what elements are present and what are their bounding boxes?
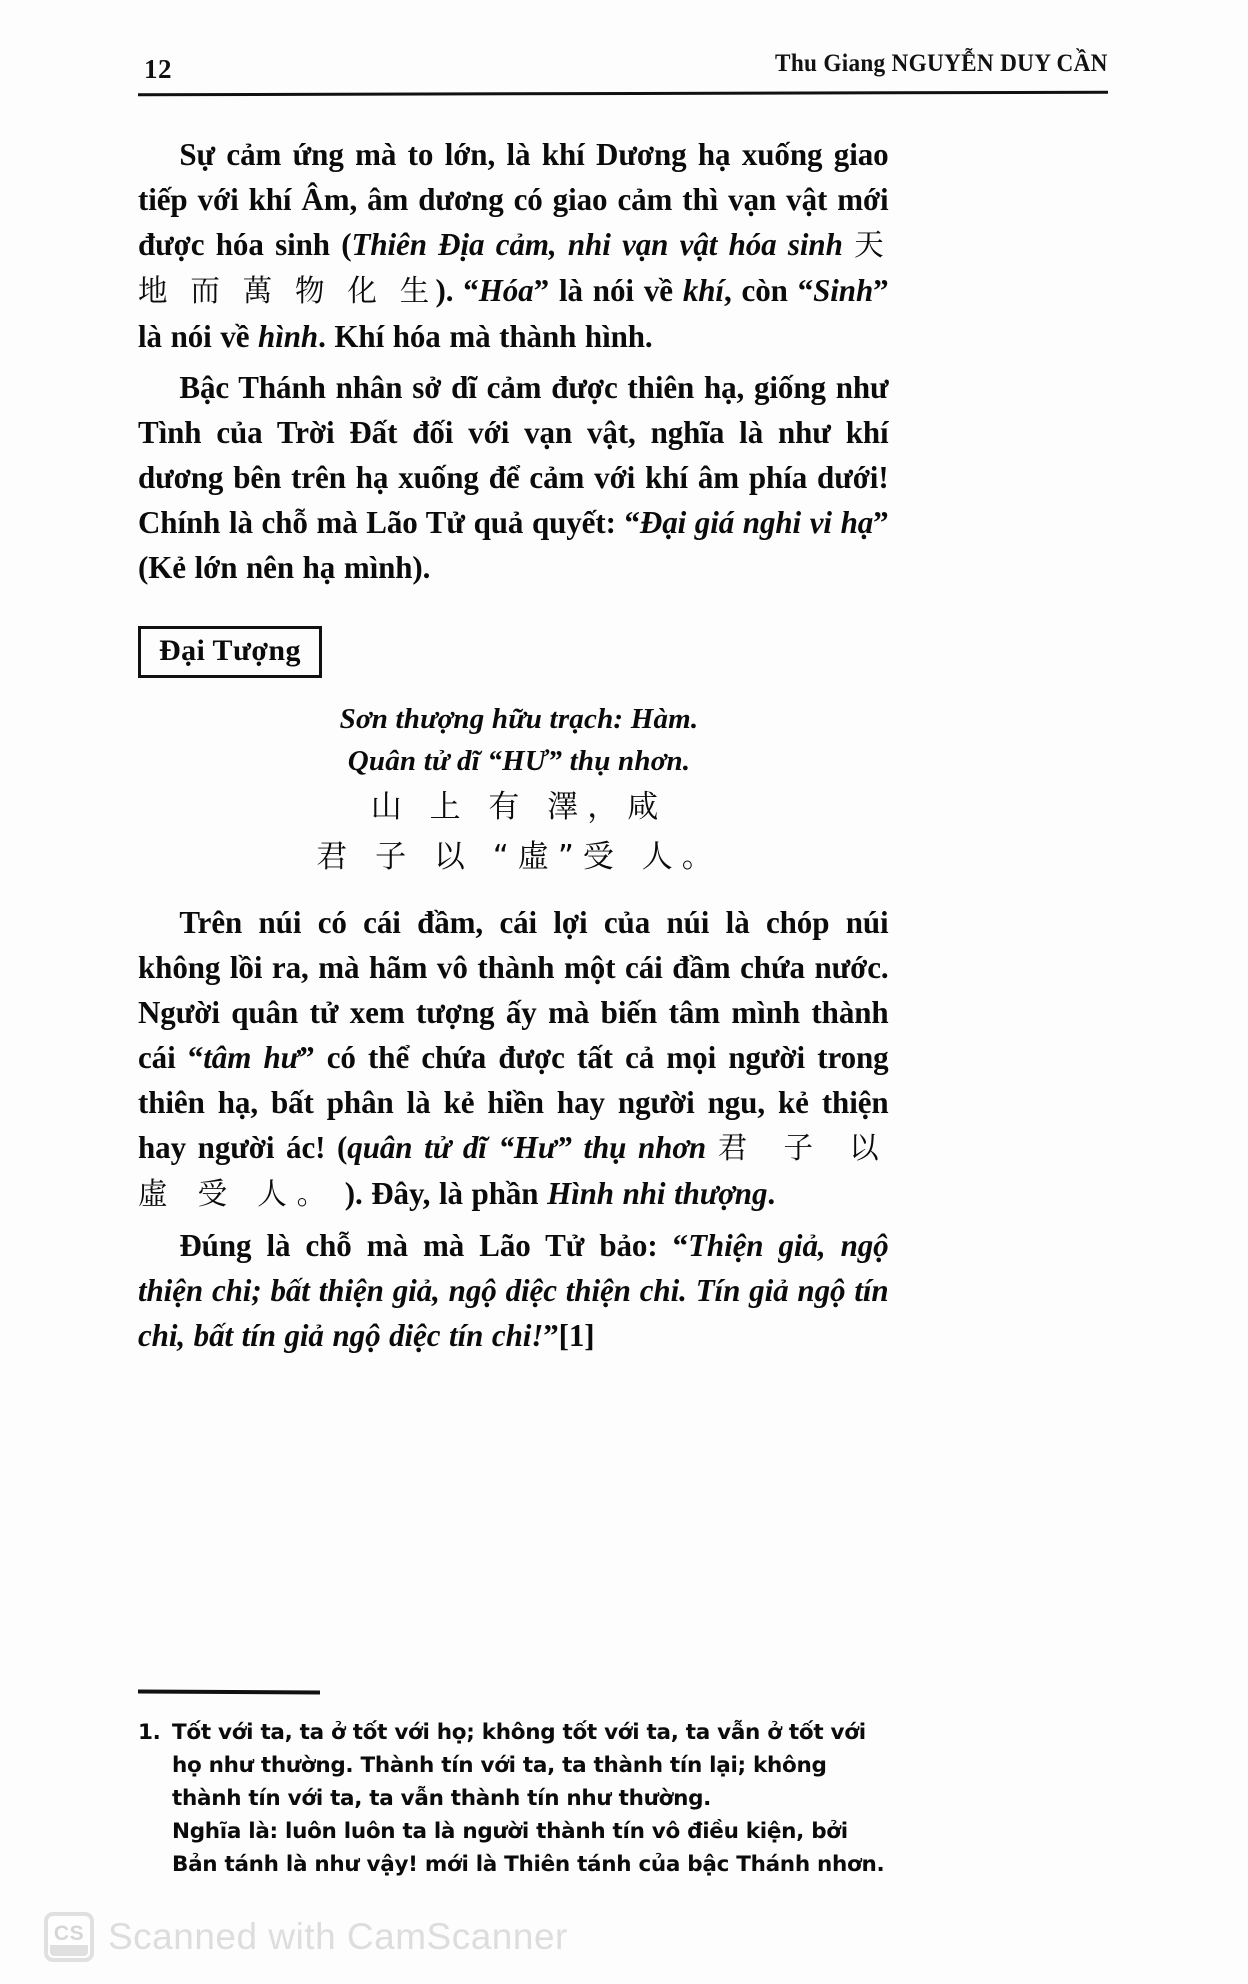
footnote-item: [138, 1716, 900, 1881]
paragraph-4-text-b: ”[1]: [543, 1318, 595, 1353]
paragraph-4-italic-a: Thiện giả, ngộ thiện chi; bất thiện giả, ngộ diệc thiện chi. Tín giả ngộ tín chi, bất tín giả ngộ diệc tín chi!: [138, 1228, 889, 1353]
paragraph-2-italic-a: Đại giá nghi vi hạ: [639, 505, 874, 540]
verse-line-1: Sơn thượng hữu trạch: Hàm.: [339, 703, 699, 735]
watermark-text: Scanned with CamScanner: [108, 1916, 568, 1957]
paragraph-3-text-d: .: [767, 1176, 776, 1211]
paragraph-1: [138, 132, 889, 359]
verse-han-line-2: 君 子 以 “虛”受 人。: [316, 839, 722, 875]
paragraph-3: [138, 900, 889, 1217]
paragraph-1-text-f: . Khí hóa mà thành hình.: [318, 319, 653, 354]
paragraph-2: [138, 365, 889, 590]
paragraph-4: [138, 1223, 889, 1358]
verse-spacer: [138, 882, 900, 900]
header-rule: [138, 91, 1108, 97]
footnote-line-1: Tốt với ta, ta ở tốt với họ; không tốt với ta, ta vẫn ở tốt với họ như thường. Thành tín với ta, ta thành tín lại; không thành tín với ta, ta vẫn thành tín như thường.: [172, 1720, 866, 1811]
footnote-number: 1.: [138, 1720, 161, 1745]
body-column: [138, 132, 900, 1364]
paragraph-1-italic-b: Hóa: [478, 273, 534, 308]
paragraph-1-italic-a: Thiên Địa cảm, nhi vạn vật hóa sinh: [351, 227, 843, 262]
footnote-body: [172, 1716, 900, 1881]
running-title: Thu Giang NGUYỄN DUY CẦN: [775, 50, 1108, 77]
paragraph-1-text-d: , còn “: [723, 273, 814, 308]
paragraph-1-italic-d: Sinh: [813, 273, 874, 308]
camscanner-badge-label: CS: [53, 1922, 85, 1945]
footnote-line-2: Nghĩa là: luôn luôn ta là người thành tín vô điều kiện, bởi Bản tánh là như vậy! mới là Thiên tánh của bậc Thánh nhơn.: [172, 1819, 885, 1877]
verse-han-line-1: 山 上 有 澤，咸: [370, 789, 668, 825]
verse-block: [138, 698, 900, 882]
paragraph-3-text-b: ” có thể chứa được tất cả mọi người trong thiên hạ, bất phân là kẻ hiền hay người ngu, kẻ thiện hay người ác! (: [138, 1040, 889, 1165]
paragraph-1-text-c: ” là nói về: [533, 273, 683, 308]
footnote-separator-rule: [138, 1689, 320, 1694]
paragraph-3-italic-c: Hình nhi thượng: [547, 1176, 768, 1211]
paragraph-1-text-e: ” là nói về: [138, 273, 889, 354]
paragraph-1-text-a: Sự cảm ứng mà to lớn, là khí Dương hạ xuống giao tiếp với khí Âm, âm dương có giao cảm thì vạn vật mới được hóa sinh (: [138, 137, 889, 262]
camscanner-watermark: [44, 1912, 568, 1962]
paragraph-1-text-b: ). “: [435, 273, 479, 308]
paragraph-2-text-b: ” (Kẻ lớn nên hạ mình).: [138, 505, 889, 585]
paragraph-1-han-a: 天 地 而 萬 物 化 生: [138, 228, 889, 309]
running-head: [138, 48, 1108, 94]
paragraph-1-italic-c: khí: [682, 273, 724, 308]
verse-line-2: Quân tử dĩ “HƯ” thụ nhơn.: [347, 745, 691, 777]
camscanner-logo-icon: [44, 1912, 94, 1962]
paragraph-3-italic-a: tâm hư: [203, 1040, 300, 1075]
paragraph-1-italic-e: hình: [258, 319, 319, 354]
paragraph-3-text-a: Trên núi có cái đầm, cái lợi của núi là chóp núi không lồi ra, mà hãm vô thành một cái đầm chứa nước. Người quân tử xem tượng ấy mà biến tâm mình thành cái “: [138, 905, 889, 1075]
footnote-block: [138, 1690, 900, 1881]
paragraph-4-text-a: Đúng là chỗ mà mà Lão Tử bảo: “: [179, 1228, 689, 1263]
paragraph-2-text-a: Bậc Thánh nhân sở dĩ cảm được thiên hạ, giống như Tình của Trời Đất đối với vạn vật, nghĩa là như khí dương bên trên hạ xuống để cảm với khí âm phía dưới! Chính là chỗ mà Lão Tử quả quyết: “: [138, 370, 889, 540]
paragraph-3-text-c: ). Đây, là phần: [336, 1176, 548, 1211]
section-heading-box: Đại Tượng: [138, 626, 322, 678]
page-number: 12: [144, 54, 172, 84]
section-heading-wrapper: [138, 626, 900, 682]
paragraph-3-italic-b: quân tử dĩ “Hư” thụ nhơn: [347, 1130, 707, 1165]
paragraph-3-han-a: 君 子 以 虛 受 人。: [138, 1131, 889, 1212]
